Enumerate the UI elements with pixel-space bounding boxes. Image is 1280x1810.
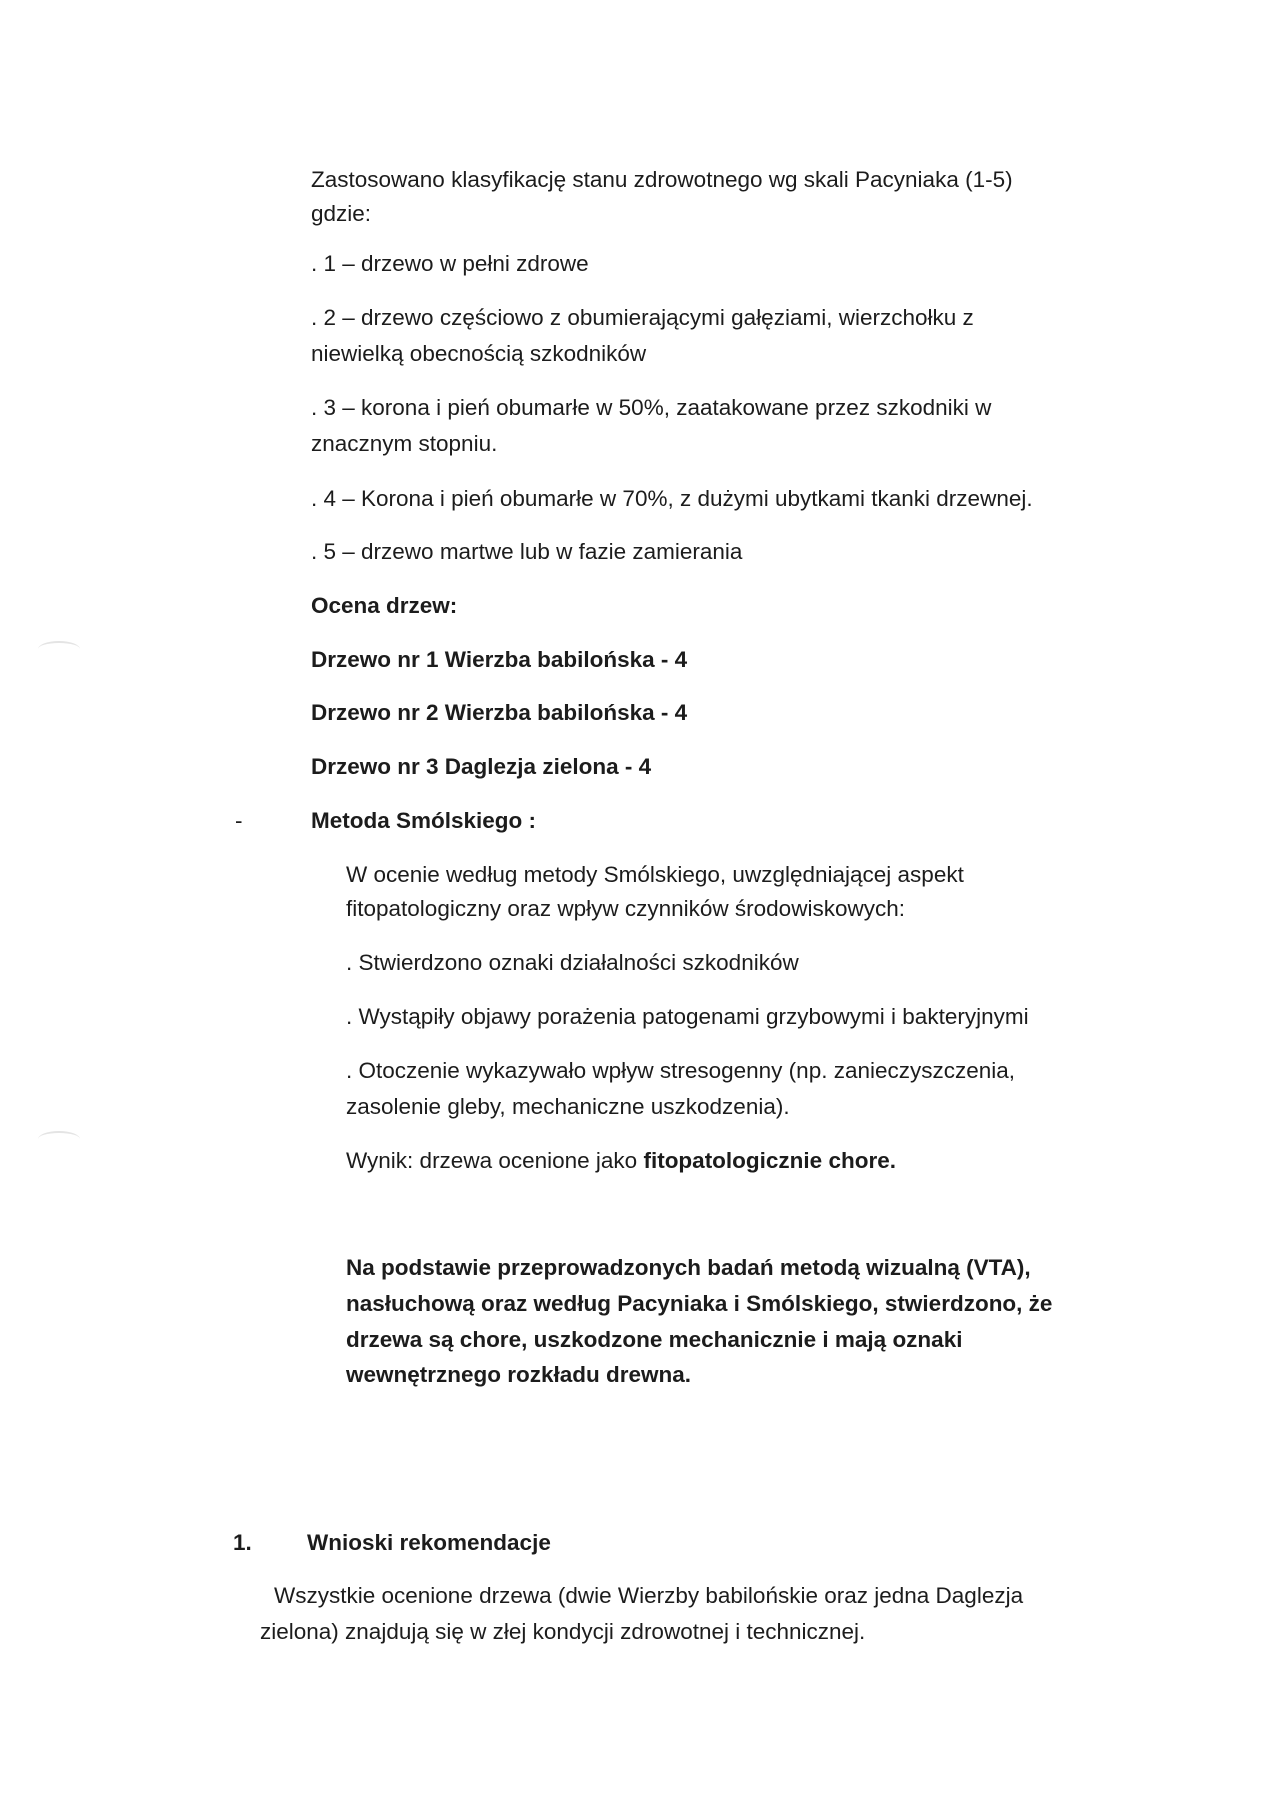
conclusion-line-2: nasłuchową oraz według Pacyniaka i Smólskiego, stwierdzono, że bbox=[346, 1291, 1053, 1316]
scale-item-2-cont: niewielką obecnością szkodników bbox=[311, 341, 647, 366]
smolski-heading: Metoda Smólskiego : bbox=[311, 808, 537, 833]
section-body-line-1: Wszystkie ocenione drzewa (dwie Wierzby babilońskie oraz jedna Daglezja bbox=[274, 1583, 1024, 1608]
scale-item-3: . 3 – korona i pień obumarłe w 50%, zaatakowane przez szkodniki w bbox=[311, 395, 992, 420]
tree-assessment-1: Drzewo nr 1 Wierzba babilońska - 4 bbox=[311, 647, 688, 672]
conclusion-line-4: wewnętrznego rozkładu drewna. bbox=[346, 1362, 692, 1387]
section-number: 1. bbox=[233, 1530, 252, 1555]
section-heading: Wnioski rekomendacje bbox=[307, 1530, 551, 1555]
scan-mark bbox=[38, 1131, 80, 1147]
conclusion-line-3: drzewa są chore, uszkodzone mechanicznie i mają oznaki bbox=[346, 1327, 963, 1352]
list-dash: - bbox=[235, 808, 243, 833]
smolski-intro-2: fitopatologiczny oraz wpływ czynników środowiskowych: bbox=[346, 896, 905, 921]
section-body-line-2: zielona) znajdują się w złej kondycji zdrowotnej i technicznej. bbox=[260, 1619, 866, 1644]
assessment-heading: Ocena drzew: bbox=[311, 593, 458, 618]
smolski-intro-1: W ocenie według metody Smólskiego, uwzględniającej aspekt bbox=[346, 862, 964, 887]
scale-item-1: . 1 – drzewo w pełni zdrowe bbox=[311, 251, 589, 276]
scale-item-3-cont: znacznym stopniu. bbox=[311, 431, 498, 456]
scan-mark bbox=[38, 641, 80, 657]
smolski-item-1: . Stwierdzono oznaki działalności szkodników bbox=[346, 950, 799, 975]
intro-line-1: Zastosowano klasyfikację stanu zdrowotnego wg skali Pacyniaka (1-5) bbox=[311, 167, 1013, 192]
scale-item-4: . 4 – Korona i pień obumarłe w 70%, z dużymi ubytkami tkanki drzewnej. bbox=[311, 486, 1033, 511]
smolski-item-2: . Wystąpiły objawy porażenia patogenami grzybowymi i bakteryjnymi bbox=[346, 1004, 1029, 1029]
smolski-result bbox=[346, 1142, 896, 1180]
smolski-item-3-cont: zasolenie gleby, mechaniczne uszkodzenia). bbox=[346, 1094, 790, 1119]
conclusion-line-1: Na podstawie przeprowadzonych badań metodą wizualną (VTA), bbox=[346, 1255, 1031, 1280]
smolski-result-prefix: Wynik: drzewa ocenione jako bbox=[346, 1148, 644, 1173]
smolski-item-3: . Otoczenie wykazywało wpływ stresogenny (np. zanieczyszczenia, bbox=[346, 1058, 1016, 1083]
tree-assessment-3: Drzewo nr 3 Daglezja zielona - 4 bbox=[311, 754, 652, 779]
tree-assessment-2: Drzewo nr 2 Wierzba babilońska - 4 bbox=[311, 700, 688, 725]
scale-item-2: . 2 – drzewo częściowo z obumierającymi gałęziami, wierzchołku z bbox=[311, 305, 974, 330]
smolski-result-bold: fitopatologicznie chore. bbox=[643, 1148, 896, 1173]
scale-item-5: . 5 – drzewo martwe lub w fazie zamierania bbox=[311, 539, 743, 564]
intro-line-2: gdzie: bbox=[311, 201, 372, 226]
